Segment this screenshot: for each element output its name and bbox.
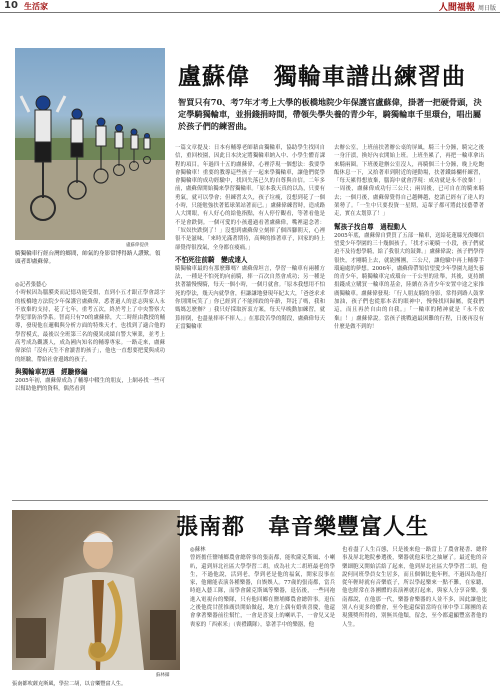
story-divider: [12, 500, 488, 501]
story1-column-1: [15, 281, 165, 394]
photo-caption: 騎獨輪車行經台灣的鄉間，帥氣的身影常博得路人讚歎。領頭者即盧蘇偉。: [15, 251, 161, 265]
section-name: 生活家: [24, 2, 48, 11]
photo-credit: 盧蘇偉提供: [126, 243, 149, 248]
newspaper-masthead: [439, 0, 496, 13]
man-with-saxophone-illustration: [12, 510, 180, 670]
paper-sub: 周日版: [477, 5, 496, 12]
unicycle-riders-illustration: [15, 48, 165, 240]
story1-paragraph-2: 2005年初，盧蘇偉成為了輔導中輟生的朋友，上網尋找一些可以幫助他們的資料，偶然看到: [15, 377, 165, 393]
story1-column-3: [334, 144, 484, 331]
saxophone-photo: [12, 510, 180, 670]
byline-2: ◎蘇林: [190, 547, 206, 553]
subheading-2: 不怕死往前騎 變成達人: [175, 255, 248, 264]
story2-column-2: [342, 546, 487, 629]
story1-paragraph-4: 騎獨輪車最的有那麼難嗎？盧蘇偉坦言，學習一輪車有兩種方法，一種是不怕死的向前騎，摔一百次自然會成功；另一種是扶著牆慢慢騎，每天一個小時，一個月就會。「原本我想用不怕死的學法，幾天內就學會，但謙謙地發現年紀太大，「爸爸求求你別開玩笑了」你已經到了不能摔跤的年齡，拜託了嗎，我和媽媽怎麼辦？」我只好採取折衷方案，每天早晚動加練習，就算摔倒，也盡量摔率不摔人。」在那段苦學的階段，盧蘇偉每天正當獨輪車: [175, 265, 325, 330]
story2-paragraph-1: 曾經擔任鹽埔鄉農會總幹事的張南都，能吹薩克斯風、小喇叭，還到屏北社區大學學習二胡，成為社大二胡班最老的學生，不過他說，活到老，學到老是他的福氣，開家沒事在家，他爾能表演各種樂器，自娛娛人。77歲的張南都，當兵時進入藝工隊，而學會薩克斯風等樂器，退伍後，一些同袍進入電視台的樂隊，只有他回鄉在鹽埔鄉農會總幹事。退伍之後他從甘蔗推廣員開始做起，地方上偶有婚喪喜慶，他還會拿著樂器前往幫忙，一會是喜宴上的喇叭手，一會兒又是喪家的「西索米」（喪禮鐵隊），靠著手中的樂器，他: [190, 555, 335, 628]
page-header: [0, 0, 500, 13]
paper-name: 人間福報: [438, 3, 475, 13]
story2-paragraph-2: 也看盡了人生百態，只是後來他一路當上了農會秘書、總幹事及屏北地院參選後，樂器就他束塗之抽屜了。最近他的音樂細胞又開始活絡了起來，他到屏北社區大學學習二胡，他說何同班學員女生居多，而且個個比他年輕，不過因為他打從年輕時就有音樂底子，所以學起樂來一點不難，在家聽，他也經常在各團體的表演裡就打起來，與家人分享音樂。張南都說，在他那一代，樂器會樂器的人並不多，因此讓他比別人有更多的體會，至今他還保留當時在軍中學工隊團的表現獲獎所得的，別無其他類，留念，至今都還顯豐富著他的人生。: [342, 547, 487, 628]
lead-paragraph: 智買只有70、考7年才考上大學的板橋地院少年保護官盧蘇偉，掛著一把硬骨頭，決定學騎獨輪車，並捐錢捐時間，帶領失學失養的青少年，騎獨輪車千里環台，唱出屬於孩子們的練習曲。: [178, 97, 482, 131]
subheading-3: 幫孩子找自尊 過程動人: [334, 222, 407, 231]
photo2-credit: 蘇林攝: [156, 673, 170, 678]
headline-2: 張南都 韋音樂豐富人生: [176, 514, 430, 540]
story2-column-1: [190, 546, 335, 629]
story1-column-2: [175, 144, 325, 331]
headline: 盧蘇偉 獨輪車譜出練習曲: [178, 63, 466, 90]
photo2-caption: 張南都吹薩克斯風，學拉二胡，以音樂豐富人生。: [12, 681, 127, 687]
page-number: 10: [4, 0, 18, 11]
story1-paragraph-5: 去辦公室，上班前扶著辦公桌的屏風，騎三十分鐘，騎完之後一身汗漬，換好內衣開始上班。上班坐累了，再把一輪車拿出來騎兩圈。下班後趁辦公室沒人，再騎個三十分鐘，晚上吃飽飯休息一下，又拾著車到附近的運動場，扶著鐵絲欄杆練習，「每天累得想放棄，腦海中就會浮現：成功就是永不放棄！」一周後，盧蘇偉成功行三公尺；兩周後，已可自在的騎來騎去；一個月後，盧蘇偉覺得自己越轉越，挖諾已經有了達人的架勢了。「一生中只要投資一星期，這輩子都可將此技藝帶著走，實在太划算了！」: [334, 145, 484, 218]
story1-paragraph-3: 一篇文章提及：日本有輔導老師藉由獨輪車，協助學生找回自信，重回校園，因此日本決定將獨輪車納入中、小學生體育課程的項目。年過四十五的盧蘇偉，心裡浮現一個想法：我要學會獨輪車！重要的教導這些孩子一起來學獨輪車，讓他們從學會獨輪車的成功經驗中，找回失落已久的自尊與自信。二年多前，盧蘇偉開始獨來學習獨輪車。「原本我天真的以為，只要有勇氣，就可以學會；但練習太久，孩子垃瘦，沒想到花了一個小時，只能勉強扶著籃球架站著而已。」盧蘇偉練習時，造成路人大開眼，有人好心的給他指點，有人停佇觀看，等著看他是不是會跌倒。一個可愛的小孩邊過看著盧蘇偉，嘴裡還念著：「奴奴快跌倒了！」沒想到盧蘇偉立刻摔了個四腳朝天，心裡很不是滋味。「來時光滿著期待，高興的推著車子，回家的時上卻覺得很洩氣，全身都在痠痛。」: [175, 145, 325, 251]
story1-paragraph-1: 小時候因為腦膜炎而記憶功能受損，直到小五才跟正學會認字的板橋地方法院少年保護官盧蘇偉，悉著過人的意志與家人永不放棄的支持，花了七年，重考五次，終於考上了中央警察大學犯罪防治學系。智商只有70的盧蘇偉，大二時經由教授的輔導，發現他在邏輯與分析方面的特殊天才，也找到了適合他的學習模式，最後以全班第三名的優異成績自警大畢業，並考上高考成為觀護人，成為國內知名的輔導專家。一路走來，盧蘇偉深信「沒有天生不會讀書的孩子」，他也一直想要把愛與成功的經驗，帶給社會邊緣的孩子。: [15, 290, 165, 363]
unicycle-photo: [15, 48, 165, 240]
byline: ◎記者張藝心: [15, 282, 47, 288]
subheading-1: 與獨輪車初遇 經驗修編: [15, 367, 88, 376]
story1-paragraph-6: 2005年底，盧蘇偉自費買了五部一輪車，送給花蓮縣光復鄉信望愛少年學園的三十幾個孩子。「找才示範騎一小段，孩子們就迫不及待想學騎，給了我很大的鼓舞。」盧蘇偉說；孩子們學得很快，才剛騎上去，就能團團，三公尺，讓他驗中再上輔導手環遍處的夢想。2006年，盧蘇偉帶領信望愛少年學園九週失養的青少年，騎獨輪車完成環台一千公里的壯舉，其後，更持續捐錢成立購買一輪車的基金，陸續在各青少年安置中途之家推廣獨輪車。盧蘇偉發現：「行人朋友騎的身影，常得到路人鼓掌加油，孩子們也從那本表的眼神中，慢慢找回歸屬，從我們這，而且再於自由的自我。」「一輪車的精神就是『永不放棄』！」盧蘇偉說。當孩子挑戰過最困難的行程，日後再沒有什麼是做不到的！: [334, 232, 484, 330]
